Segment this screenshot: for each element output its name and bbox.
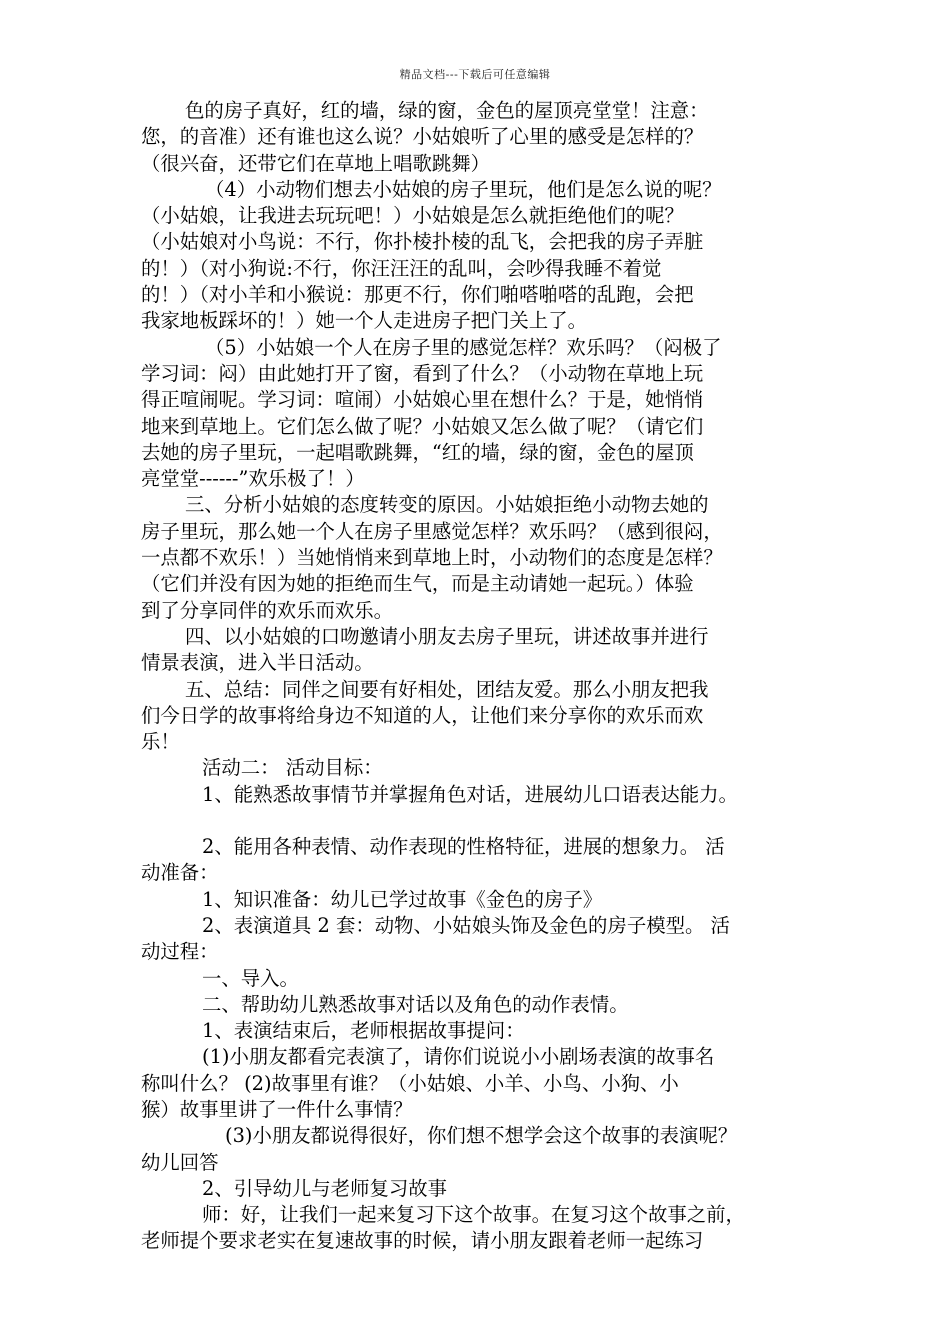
text-line: 的！）（对小羊和小猴说：那更不行，你们啪嗒啪嗒的乱跑，会把 xyxy=(141,283,694,307)
text-line: （小姑娘，让我进去玩玩吧！）小姑娘是怎么就拒绝他们的呢？ xyxy=(141,204,684,228)
text-line: 动准备： xyxy=(141,861,219,885)
document-body xyxy=(141,98,831,1255)
text-line: 五、总结：同伴之间要有好相处，团结友爱。那么小朋友把我 xyxy=(185,677,709,701)
text-line: （5）小姑娘一个人在房子里的感觉怎样？欢乐吗？（闷极了 xyxy=(205,335,722,359)
text-line: 一、导入。 xyxy=(202,966,299,990)
text-line: 1、知识准备：幼儿已学过故事《金色的房子》 xyxy=(202,887,603,911)
text-line: 地来到草地上。它们怎么做了呢？小姑娘又怎么做了呢？（请它们 xyxy=(141,414,704,438)
text-line: 房子里玩，那么她一个人在房子里感觉怎样？欢乐吗？（感到很闷， xyxy=(141,519,723,543)
text-line: （4）小动物们想去小姑娘的房子里玩，他们是怎么说的呢？ xyxy=(205,177,722,201)
blank-line xyxy=(141,808,831,834)
text-line: 情景表演，进入半日活动。 xyxy=(141,651,374,675)
page-header: 精品文档---下载后可任意编辑 xyxy=(399,68,551,81)
text-line: 三、分析小姑娘的态度转变的原因。小姑娘拒绝小动物去她的 xyxy=(185,493,709,517)
text-line: 我家地板踩坏的！）她一个人走进房子把门关上了。 xyxy=(141,309,587,333)
text-line: （很兴奋，还带它们在草地上唱歌跳舞） xyxy=(141,151,491,175)
text-line: 活动二： 活动目标： xyxy=(202,756,383,780)
text-line: 幼儿回答 xyxy=(141,1150,219,1174)
text-line: 1、能熟悉故事情节并掌握角色对话，进展幼儿口语表达能力。 xyxy=(202,782,738,806)
text-line: 四、以小姑娘的口吻邀请小朋友去房子里玩，讲述故事并进行 xyxy=(185,624,709,648)
text-line: 一点都不欢乐！）当她悄悄来到草地上时，小动物们的态度是怎样？ xyxy=(141,546,723,570)
text-line: 色的房子真好，红的墙，绿的窗，金色的屋顶亮堂堂！注意： xyxy=(185,99,709,122)
text-line: 1、表演结束后，老师根据故事提问： xyxy=(202,1019,525,1043)
text-line: (1)小朋友都看完表演了，请你们说说小小剧场表演的故事名 xyxy=(202,1045,715,1069)
text-line: （小姑娘对小鸟说：不行，你扑棱扑棱的乱飞，会把我的房子弄脏 xyxy=(141,230,704,254)
text-line: 得正喧闹呢。学习词：喧闹）小姑娘心里在想什么？于是，她悄悄 xyxy=(141,388,704,412)
text-line: 乐！ xyxy=(141,730,180,754)
text-line: 老师提个要求老实在复速故事的时候，请小朋友跟着老师一起练习 xyxy=(141,1229,704,1253)
text-line: 称叫什么？ (2)故事里有谁？（小姑娘、小羊、小鸟、小狗、小 xyxy=(141,1071,679,1095)
text-line: 的！）（对小狗说:不行，你汪汪汪的乱叫，会吵得我睡不着觉 xyxy=(141,256,662,280)
text-line: 们今日学的故事将给身边不知道的人，让他们来分享你的欢乐而欢 xyxy=(141,703,704,727)
text-line: 到了分享同伴的欢乐而欢乐。 xyxy=(141,598,394,622)
text-line: 师：好，让我们一起来复习下这个故事。在复习这个故事之前， xyxy=(202,1203,745,1227)
text-line: 亮堂堂------”欢乐极了！） xyxy=(141,467,365,491)
text-line: （它们并没有因为她的拒绝而生气，而是主动请她一起玩。）体验 xyxy=(141,572,694,596)
text-line: 2、能用各种表情、动作表现的性格特征，进展的想象力。 活 xyxy=(202,835,725,859)
text-line: 您，的音准）还有谁也这么说？小姑娘听了心里的感受是怎样的？ xyxy=(141,125,704,149)
text-line: 2、引导幼儿与老师复习故事 xyxy=(202,1176,448,1200)
text-line: 猴）故事里讲了一件什么事情？ xyxy=(141,1097,413,1121)
text-line: 动过程： xyxy=(141,940,219,964)
text-line: 2、表演道具 2 套：动物、小姑娘头饰及金色的房子模型。 活 xyxy=(202,913,730,937)
text-line: 去她的房子里玩，一起唱歌跳舞，“红的墙，绿的窗，金色的屋顶 xyxy=(141,440,694,464)
text-line: 二、帮助幼儿熟悉故事对话以及角色的动作表情。 xyxy=(202,992,629,1016)
text-line: (3)小朋友都说得很好，你们想不想学会这个故事的表演呢？ xyxy=(225,1124,738,1148)
text-line: 学习词：闷）由此她打开了窗，看到了什么？（小动物在草地上玩 xyxy=(141,361,704,385)
